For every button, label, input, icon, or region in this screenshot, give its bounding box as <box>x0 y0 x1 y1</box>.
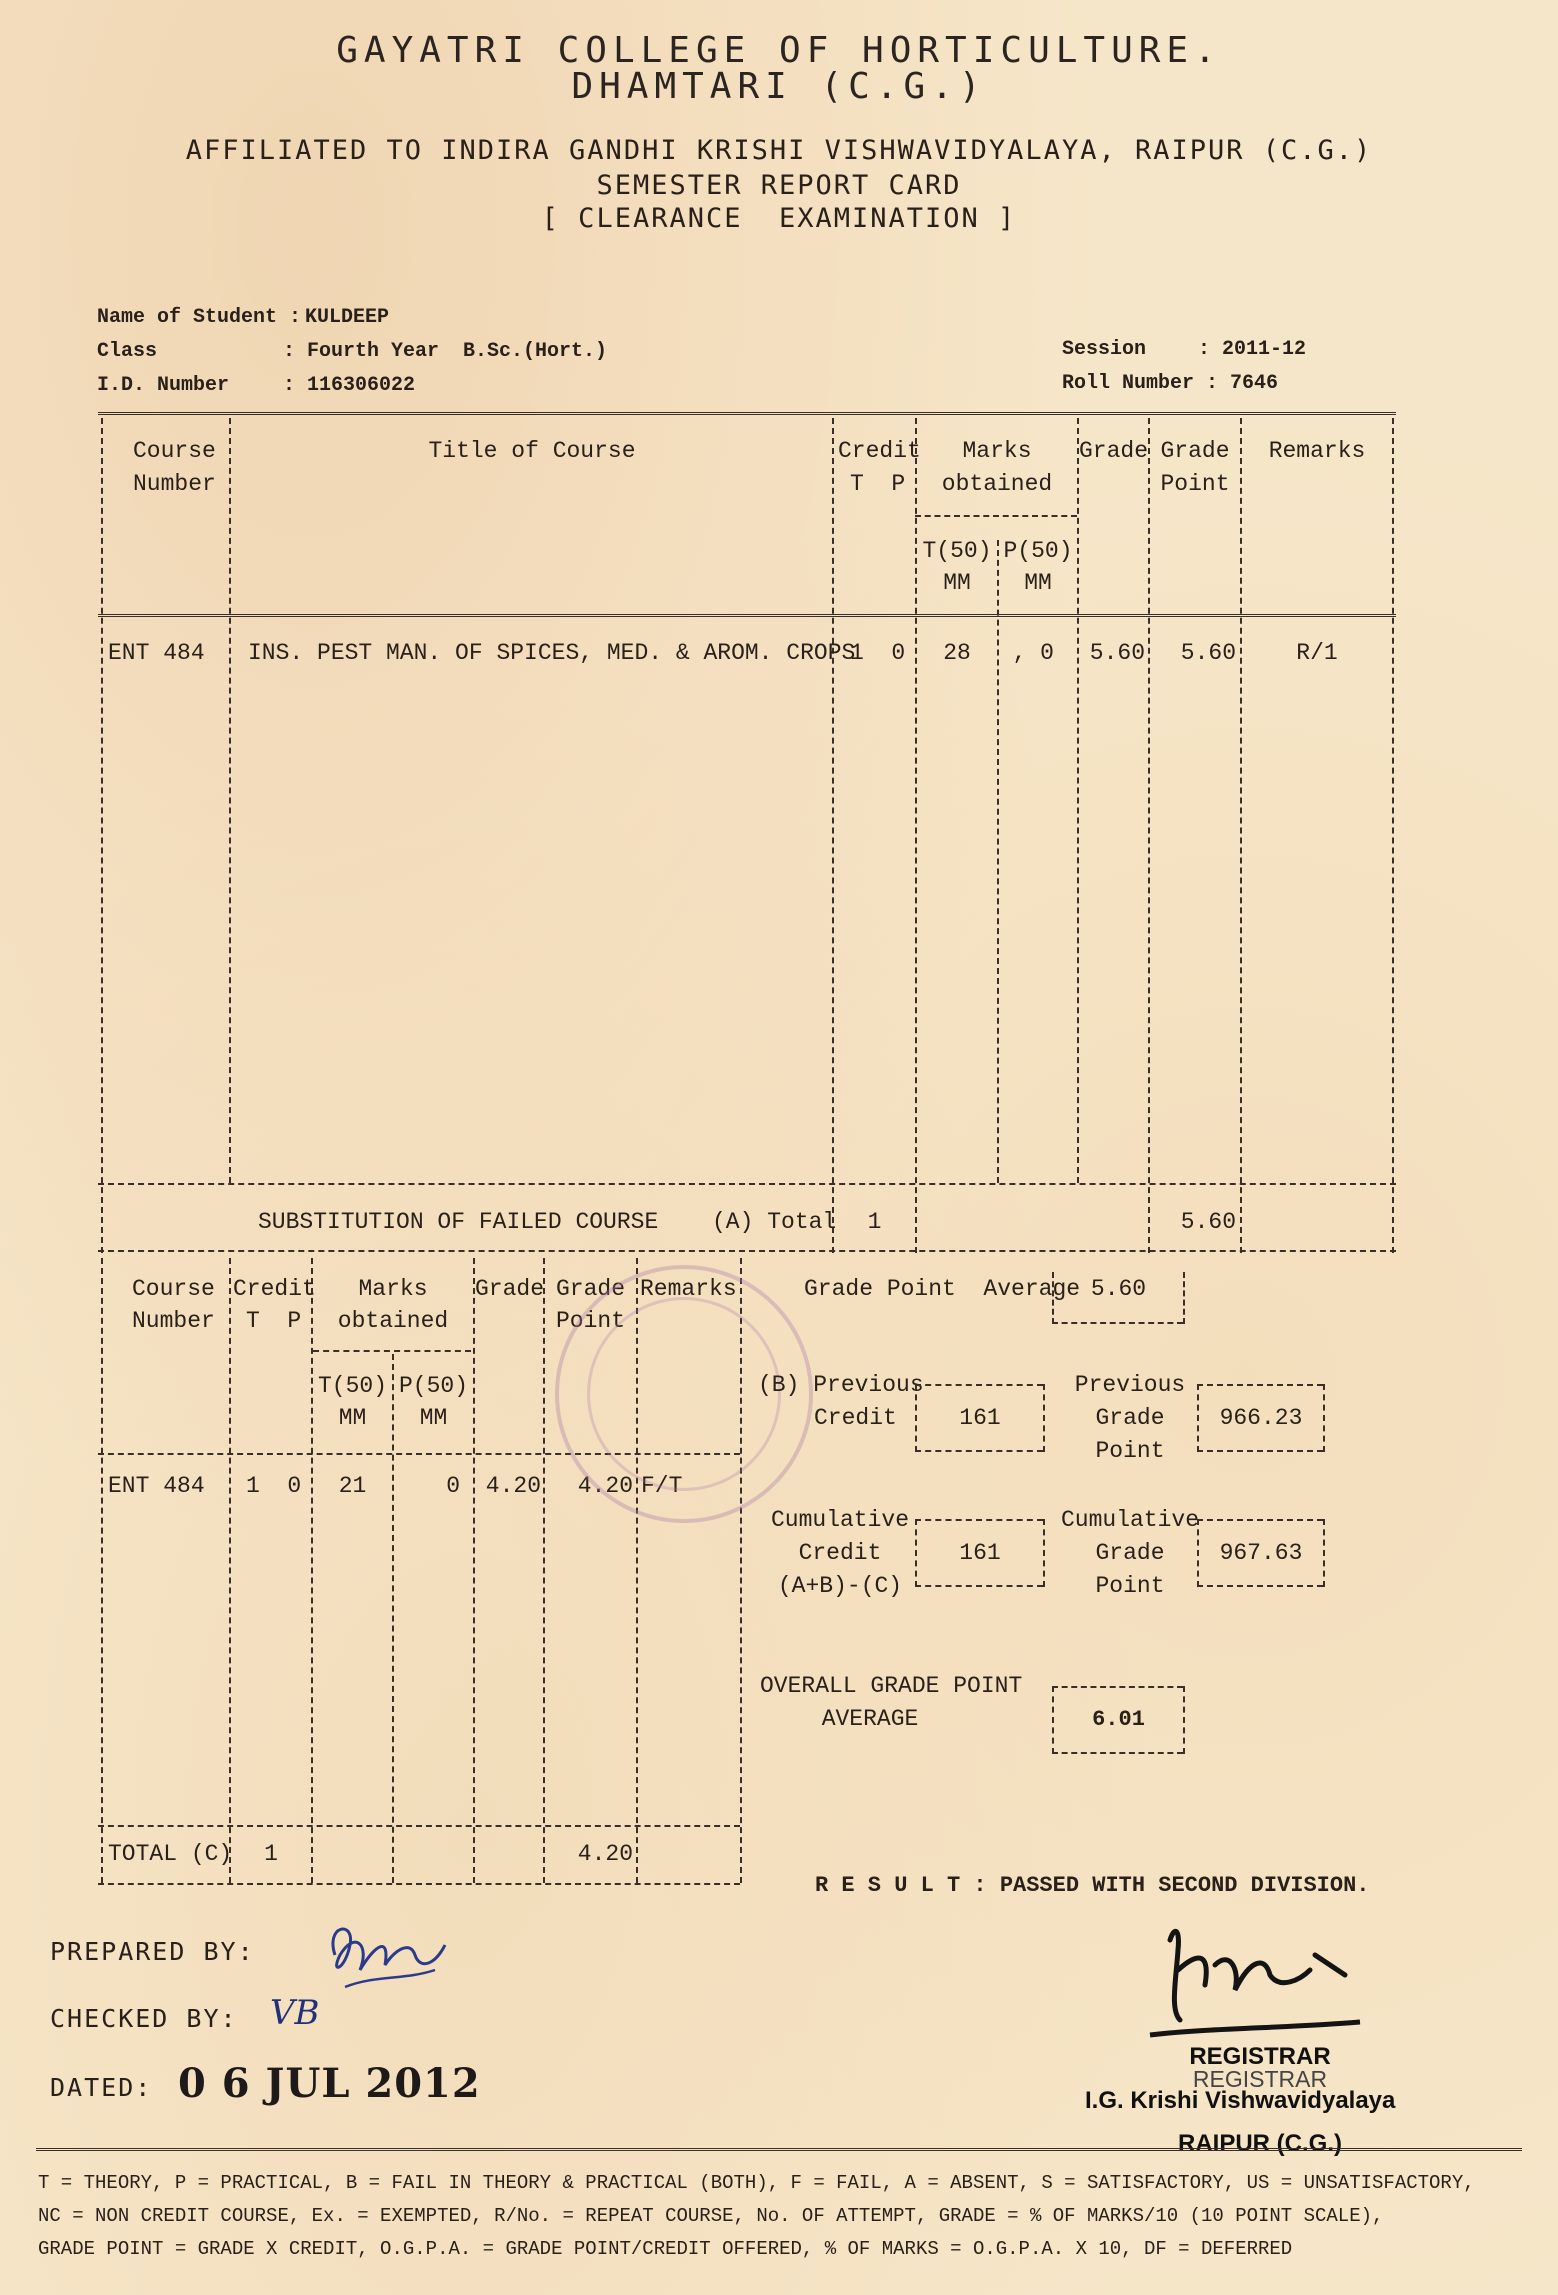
course-credit: 1 0 <box>850 640 906 666</box>
prepared-signature <box>315 1915 455 2010</box>
total-c-grade-point: 4.20 <box>577 1841 633 1867</box>
id-value: : 116306022 <box>283 374 416 397</box>
class-label: Class <box>97 340 158 363</box>
col-grade-point: Grade <box>1160 438 1230 464</box>
course-number: ENT 484 <box>108 640 205 666</box>
col-course-number: Course <box>133 438 216 464</box>
col-credit: Credit <box>838 438 921 464</box>
c-grade-point-value: 4.20 <box>577 1473 633 1499</box>
col-t50: T(50) <box>922 538 992 564</box>
marks-theory: 28 <box>943 640 971 666</box>
exam-type: [ CLEARANCE EXAMINATION ] <box>541 203 1017 234</box>
roll-label: Roll Number : <box>1062 372 1219 395</box>
ogpa-label-2: AVERAGE <box>821 1706 919 1732</box>
cum-credit-value: 161 <box>959 1540 1001 1566</box>
c-col-marks: Marks <box>358 1276 428 1302</box>
c-col-mm-t: MM <box>338 1405 367 1431</box>
c-course-number: ENT 484 <box>108 1473 205 1499</box>
cum-gp-value: 967.63 <box>1219 1540 1303 1566</box>
session-value: : 2011-12 <box>1198 338 1307 361</box>
registrar-university: I.G. Krishi Vishwavidyalaya <box>1085 2087 1396 2114</box>
prev-gp-value: 966.23 <box>1219 1405 1303 1431</box>
c-col-p50: P(50) <box>398 1373 468 1399</box>
grade-point-value: 5.60 <box>1180 640 1236 666</box>
gpa-label: Grade Point Average <box>804 1276 1081 1302</box>
col-mm-t: MM <box>943 570 971 596</box>
prev-gp-label: Previous <box>1074 1372 1186 1398</box>
c-col-grade: Grade <box>475 1276 545 1302</box>
c-marks-theory: 21 <box>338 1473 367 1499</box>
col-mm-p: MM <box>1024 570 1052 596</box>
checked-by-label: CHECKED BY: <box>50 2004 238 2033</box>
c-col-credit: Credit <box>233 1276 316 1302</box>
total-c-label: TOTAL (C) <box>108 1841 233 1867</box>
legend-line-1: T = THEORY, P = PRACTICAL, B = FAIL IN THEORY & PRACTICAL (BOTH), F = FAIL, A = ABSENT, S = SATISFACTORY, US = UNSATISFACTORY, <box>38 2172 1475 2194</box>
remarks-value: R/1 <box>1296 640 1338 666</box>
c-col-course: Course <box>132 1276 215 1302</box>
c-col-marks-obtained: obtained <box>337 1308 449 1334</box>
cum-credit-label: Cumulative <box>770 1507 910 1533</box>
total-c-credit: 1 <box>264 1841 278 1867</box>
c-col-course-2: Number <box>132 1308 215 1334</box>
c-col-remarks: Remarks <box>640 1276 737 1302</box>
session-label: Session <box>1062 338 1147 361</box>
registrar-city: RAIPUR (C.G.) <box>1178 2130 1342 2157</box>
c-col-grade-point: Grade <box>555 1276 625 1302</box>
name-value: KULDEEP <box>305 306 390 329</box>
checked-initials: VB <box>270 1993 320 2033</box>
col-grade-point-2: Point <box>1160 471 1230 497</box>
cum-gp-label: Cumulative <box>1060 1507 1200 1533</box>
col-course-number-2: Number <box>133 471 216 497</box>
cum-gp-label-2: Grade <box>1095 1540 1165 1566</box>
c-col-mm-p: MM <box>419 1405 448 1431</box>
dated-label: DATED: <box>50 2073 153 2102</box>
gpa-value: 5.60 <box>1090 1276 1147 1302</box>
c-col-credit-tp: T P <box>246 1308 302 1334</box>
c-col-t50: T(50) <box>317 1373 387 1399</box>
college-name: GAYATRI COLLEGE OF HORTICULTURE. <box>336 30 1222 71</box>
ogpa-value: 6.01 <box>1092 1707 1145 1732</box>
c-course-credit: 1 0 <box>246 1473 302 1499</box>
college-location: DHAMTARI (C.G.) <box>571 66 987 107</box>
c-grade-value: 4.20 <box>485 1473 541 1499</box>
prev-credit-label-2: Credit <box>814 1405 897 1431</box>
substitution-label: SUBSTITUTION OF FAILED COURSE <box>258 1209 659 1235</box>
affiliation: AFFILIATED TO INDIRA GANDHI KRISHI VISHWAVIDYALAYA, RAIPUR (C.G.) <box>185 135 1373 166</box>
prepared-by-label: PREPARED BY: <box>50 1937 255 1966</box>
col-remarks: Remarks <box>1268 438 1366 464</box>
cum-gp-label-3: Point <box>1095 1573 1165 1599</box>
total-a-grade-point: 5.60 <box>1180 1209 1236 1235</box>
grade-value: 5.60 <box>1089 640 1145 666</box>
c-remarks-value: F/T <box>641 1473 683 1499</box>
name-label: Name of Student : <box>97 306 302 329</box>
col-marks-obtained: obtained <box>941 471 1053 497</box>
card-title: SEMESTER REPORT CARD <box>596 170 962 201</box>
col-marks: Marks <box>962 438 1032 464</box>
ogpa-label: OVERALL GRADE POINT <box>760 1673 1023 1699</box>
class-value: : Fourth Year B.Sc.(Hort.) <box>283 340 608 363</box>
prev-credit-label: (B) Previous <box>758 1372 924 1398</box>
result: R E S U L T : PASSED WITH SECOND DIVISION. <box>815 1873 1370 1898</box>
c-col-grade-point-2: Point <box>555 1308 625 1334</box>
registrar-title-2: REGISTRAR <box>1192 2066 1328 2092</box>
total-a-credit: 1 <box>867 1209 882 1235</box>
c-marks-practical: 0 <box>446 1473 460 1499</box>
total-a-label: (A) Total <box>712 1209 837 1235</box>
col-title: Title of Course <box>428 438 636 464</box>
prev-gp-label-2: Grade <box>1095 1405 1165 1431</box>
prev-gp-label-3: Point <box>1095 1438 1165 1464</box>
registrar-signature <box>1140 1910 1380 2050</box>
legend-line-3: GRADE POINT = GRADE X CREDIT, O.G.P.A. = GRADE POINT/CREDIT OFFERED, % OF MARKS = O.G.P.A. X 10, DF = DEFERRED <box>38 2238 1293 2260</box>
cum-credit-label-2: Credit <box>798 1540 882 1566</box>
prev-credit-value: 161 <box>959 1405 1001 1431</box>
col-credit-tp: T P <box>850 471 906 497</box>
id-label: I.D. Number <box>97 374 230 397</box>
col-p50: P(50) <box>1003 538 1073 564</box>
roll-value: 7646 <box>1230 372 1279 395</box>
marks-practical: , 0 <box>1012 640 1054 666</box>
registrar-title: REGISTRAR <box>1189 2043 1331 2070</box>
cum-credit-label-3: (A+B)-(C) <box>777 1573 903 1599</box>
legend-line-2: NC = NON CREDIT COURSE, Ex. = EXEMPTED, R/No. = REPEAT COURSE, No. OF ATTEMPT, GRADE = % OF MARKS/10 (10 POINT SCALE), <box>38 2205 1384 2227</box>
dated-stamp: 0 6 JUL 2012 <box>178 2060 481 2107</box>
col-grade: Grade <box>1079 438 1149 464</box>
course-title: INS. PEST MAN. OF SPICES, MED. & AROM. CROPS <box>248 640 856 666</box>
